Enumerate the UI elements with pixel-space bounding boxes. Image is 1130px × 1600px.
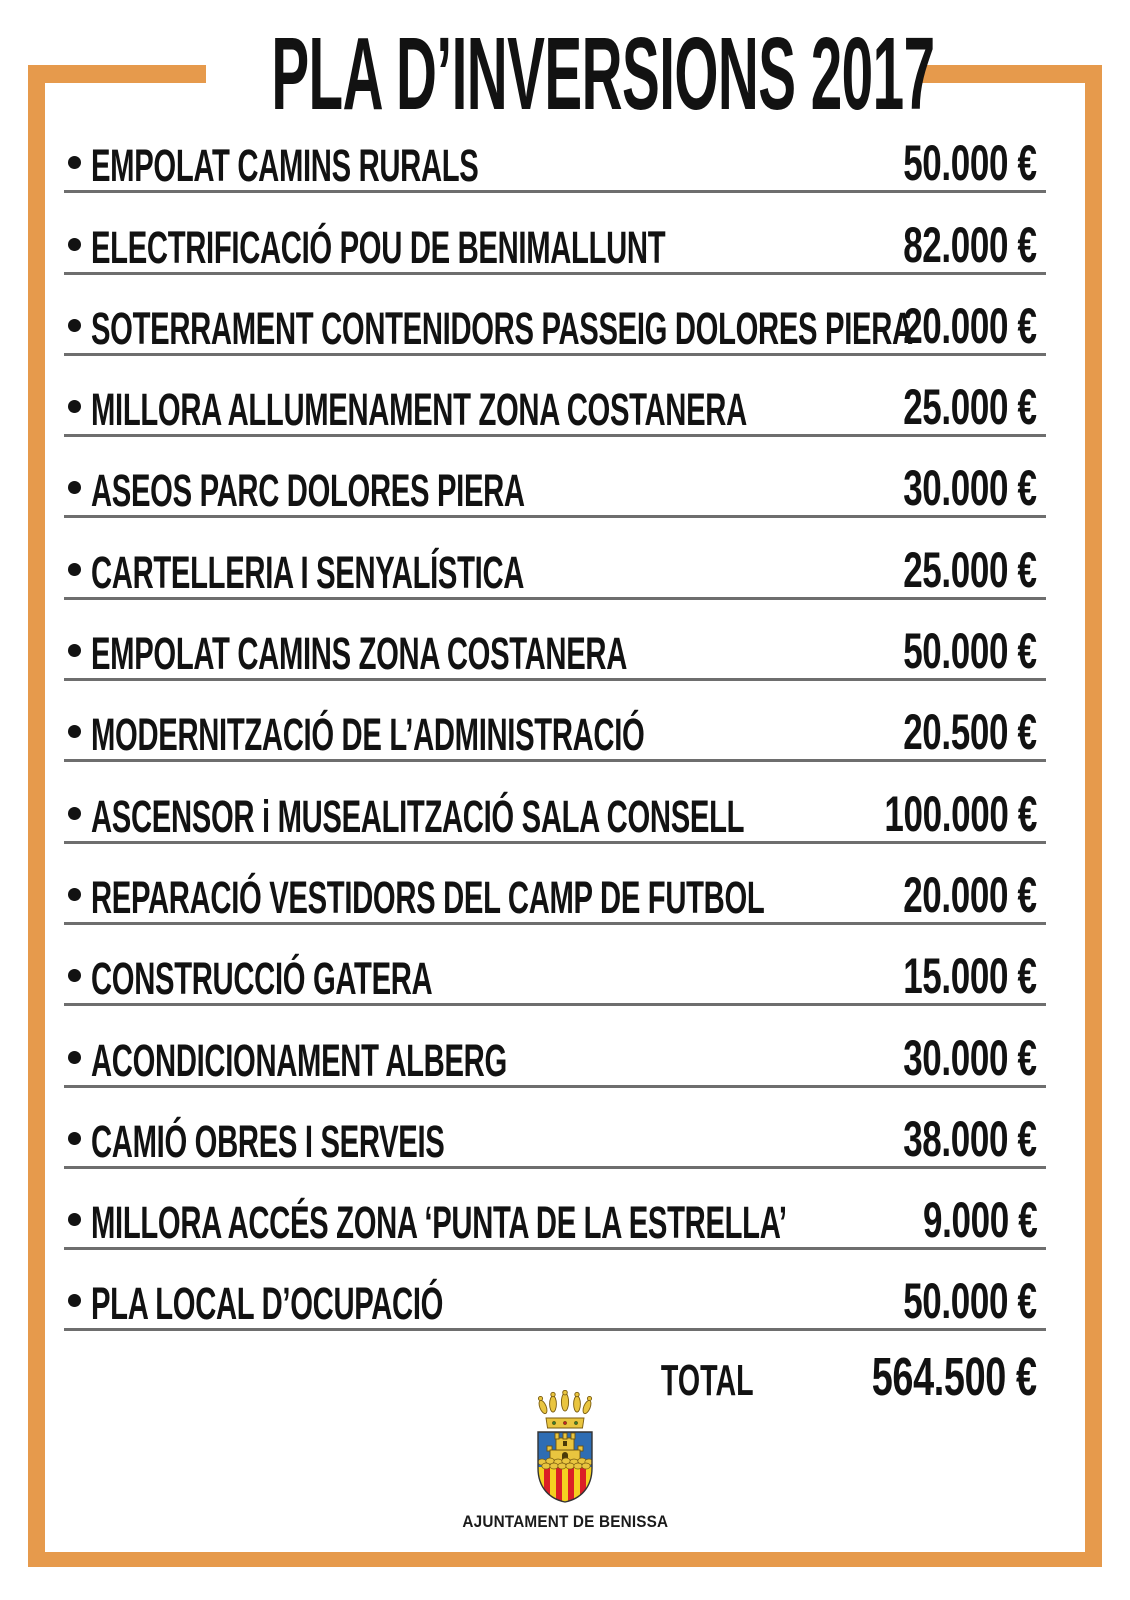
- investment-row: [64, 112, 1046, 193]
- investment-label: CAMIÓ OBRES I SERVEIS: [91, 1115, 445, 1167]
- investment-row: [64, 1250, 1046, 1331]
- investment-row: [64, 518, 1046, 599]
- footer-logo-block: [0, 1390, 1130, 1532]
- investment-label: MODERNITZACIÓ DE L’ADMINISTRACIÓ: [91, 709, 645, 761]
- investment-row: [64, 681, 1046, 762]
- investment-amount: 30.000 €: [903, 1029, 1037, 1086]
- investment-row: [64, 1006, 1046, 1087]
- investment-row: [64, 437, 1046, 518]
- bullet-icon: [68, 807, 81, 820]
- total-amount: 564.500 €: [871, 1347, 1037, 1407]
- investment-amount: 15.000 €: [903, 948, 1037, 1005]
- benissa-coat-of-arms-icon: [530, 1390, 600, 1510]
- investment-amount: 9.000 €: [922, 1192, 1037, 1249]
- page-title: [0, 16, 1130, 131]
- investment-label: SOTERRAMENT CONTENIDORS PASSEIG DOLORES PIERA: [91, 302, 913, 354]
- investment-amount: 100.000 €: [884, 785, 1037, 842]
- investment-row: [64, 275, 1046, 356]
- investment-amount: 38.000 €: [903, 1110, 1037, 1167]
- bullet-icon: [68, 238, 81, 251]
- investment-amount: 50.000 €: [903, 135, 1037, 192]
- total-label: TOTAL: [660, 1356, 754, 1405]
- investment-amount: 82.000 €: [903, 216, 1037, 273]
- bullet-icon: [68, 319, 81, 332]
- investment-label: ASEOS PARC DOLORES PIERA: [91, 465, 525, 517]
- investment-label: REPARACIÓ VESTIDORS DEL CAMP DE FUTBOL: [91, 871, 765, 923]
- investment-amount: 20.000 €: [903, 866, 1037, 923]
- bullet-icon: [68, 969, 81, 982]
- bullet-icon: [68, 1051, 81, 1064]
- frame-right-bar: [1085, 65, 1102, 1567]
- bullet-icon: [68, 400, 81, 413]
- investment-label: ASCENSOR i MUSEALITZACIÓ SALA CONSELL: [91, 790, 745, 842]
- investment-label: EMPOLAT CAMINS RURALS: [91, 140, 479, 192]
- investment-amount: 50.000 €: [903, 623, 1037, 680]
- investment-amount: 20.500 €: [903, 704, 1037, 761]
- investment-amount: 25.000 €: [903, 379, 1037, 436]
- investment-row: [64, 193, 1046, 274]
- investment-row: [64, 356, 1046, 437]
- bullet-icon: [68, 481, 81, 494]
- investment-row: [64, 1088, 1046, 1169]
- bullet-icon: [68, 644, 81, 657]
- investment-row: [64, 844, 1046, 925]
- investment-amount: 25.000 €: [903, 541, 1037, 598]
- bullet-icon: [68, 156, 81, 169]
- investment-label: PLA LOCAL D’OCUPACIÓ: [91, 1278, 444, 1330]
- bullet-icon: [68, 1213, 81, 1226]
- investment-label: MILLORA ALLUMENAMENT ZONA COSTANERA: [91, 384, 747, 436]
- organisation-name: AJUNTAMENT DE BENISSA: [462, 1512, 668, 1531]
- investment-label: ACONDICIONAMENT ALBERG: [91, 1034, 507, 1086]
- bullet-icon: [68, 563, 81, 576]
- bullet-icon: [68, 1294, 81, 1307]
- page-title-text: PLA D’INVERSIONS 2017: [271, 16, 935, 131]
- investment-label: CARTELLERIA I SENYALÍSTICA: [91, 546, 525, 598]
- investment-label: EMPOLAT CAMINS ZONA COSTANERA: [91, 628, 628, 680]
- bullet-icon: [68, 888, 81, 901]
- bullet-icon: [68, 1132, 81, 1145]
- investment-amount: 30.000 €: [903, 460, 1037, 517]
- frame-bottom-bar: [28, 1552, 1102, 1567]
- investment-row: [64, 600, 1046, 681]
- investment-amount: 50.000 €: [903, 1273, 1037, 1330]
- investment-row: [64, 762, 1046, 843]
- investment-amount: 20.000 €: [903, 297, 1037, 354]
- investment-row: [64, 1169, 1046, 1250]
- bullet-icon: [68, 725, 81, 738]
- investment-label: ELECTRIFICACIÓ POU DE BENIMALLUNT: [91, 221, 666, 273]
- investment-row: [64, 925, 1046, 1006]
- investment-label: MILLORA ACCÉS ZONA ‘PUNTA DE LA ESTRELLA’: [91, 1197, 787, 1249]
- frame-left-bar: [28, 65, 45, 1567]
- investment-label: CONSTRUCCIÓ GATERA: [91, 953, 433, 1005]
- investment-list: [64, 112, 1046, 1331]
